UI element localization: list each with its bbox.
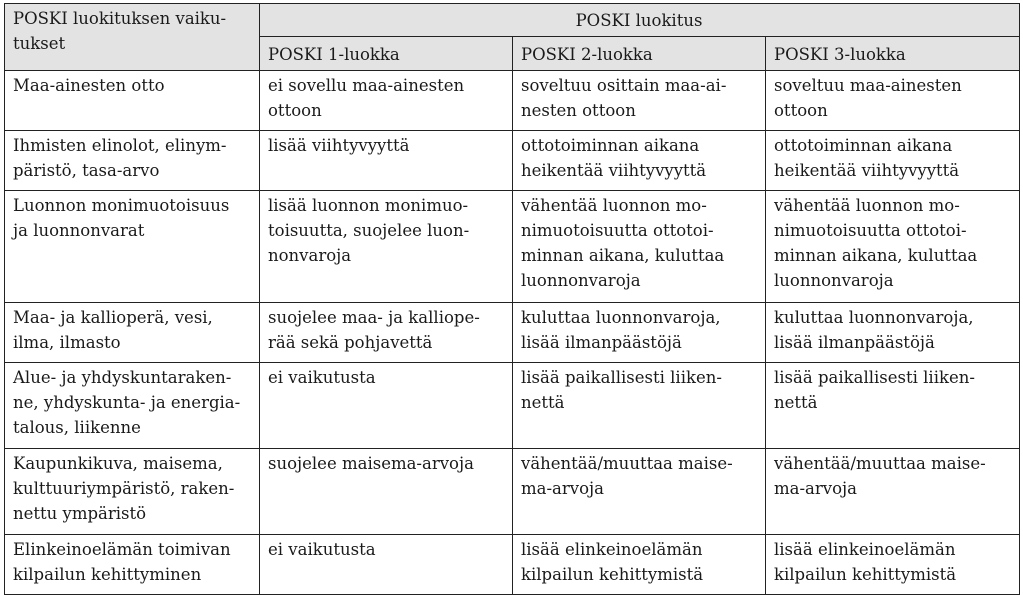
luokka-2-cell bbox=[513, 71, 766, 131]
cell-line: nonvaroja bbox=[268, 246, 352, 265]
cell-line: Alue- ja yhdyskuntaraken- bbox=[13, 368, 232, 387]
cell-line: vähentää/muuttaa maise- bbox=[521, 454, 733, 473]
cell-line: vähentää luonnon mo- bbox=[774, 196, 960, 215]
cell-line: nettä bbox=[521, 393, 565, 412]
cell-line: nettu ympäristö bbox=[13, 504, 147, 523]
luokka-2-cell bbox=[513, 449, 766, 535]
table-row bbox=[5, 71, 1020, 131]
cell-line: kuluttaa luonnonvaroja, bbox=[774, 308, 974, 327]
cell-line: lisää ilmanpäästöjä bbox=[774, 333, 935, 352]
cell-line: Maa- ja kallioperä, vesi, bbox=[13, 308, 213, 327]
table-row bbox=[5, 303, 1020, 363]
poski-impact-table bbox=[4, 3, 1020, 595]
cell-line: lisää luonnon monimuo- bbox=[268, 196, 469, 215]
cell-line: soveltuu maa-ainesten bbox=[774, 76, 962, 95]
cell-line: heikentää viihtyvyyttä bbox=[521, 161, 707, 180]
row-label-cell bbox=[5, 449, 260, 535]
cell-line: nimuotoisuutta ottotoi- bbox=[774, 221, 967, 240]
luokka-1-cell bbox=[260, 71, 513, 131]
cell-line: kilpailun kehittymistä bbox=[521, 565, 704, 584]
luokka-1-cell bbox=[260, 363, 513, 449]
cell-line: ma-arvoja bbox=[774, 479, 857, 498]
cell-line: Kaupunkikuva, maisema, bbox=[13, 454, 223, 473]
cell-line: ilma, ilmasto bbox=[13, 333, 121, 352]
cell-line: ottotoiminnan aikana bbox=[521, 136, 700, 155]
cell-line: Luonnon monimuotoisuus bbox=[13, 196, 230, 215]
cell-line: suojelee maisema-arvoja bbox=[268, 454, 474, 473]
cell-line: vähentää luonnon mo- bbox=[521, 196, 707, 215]
row-label-cell bbox=[5, 71, 260, 131]
cell-line: luonnonvaroja bbox=[774, 271, 894, 290]
cell-line: lisää elinkeinoelämän bbox=[521, 540, 703, 559]
cell-line: lisää paikallisesti liiken- bbox=[774, 368, 975, 387]
cell-line: Maa-ainesten otto bbox=[13, 76, 165, 95]
cell-line: ei vaikutusta bbox=[268, 368, 376, 387]
cell-line: ottoon bbox=[268, 101, 322, 120]
cell-line: minnan aikana, kuluttaa bbox=[774, 246, 978, 265]
cell-line: vähentää/muuttaa maise- bbox=[774, 454, 986, 473]
cell-line: kuluttaa luonnonvaroja, bbox=[521, 308, 721, 327]
cell-line: nettä bbox=[774, 393, 818, 412]
document-page bbox=[4, 3, 1019, 595]
row-label-cell bbox=[5, 131, 260, 191]
luokka-1-cell bbox=[260, 131, 513, 191]
cell-line: ottoon bbox=[774, 101, 828, 120]
luokka-3-cell bbox=[766, 449, 1020, 535]
cell-line: ei vaikutusta bbox=[268, 540, 376, 559]
cell-line: rää sekä pohjavettä bbox=[268, 333, 433, 352]
cell-line: suojelee maa- ja kalliope- bbox=[268, 308, 480, 327]
header-column-1: POSKI 1-luokka bbox=[260, 37, 513, 71]
cell-line: lisää ilmanpäästöjä bbox=[521, 333, 682, 352]
cell-line: ma-arvoja bbox=[521, 479, 604, 498]
cell-line: talous, liikenne bbox=[13, 418, 141, 437]
row-label-cell bbox=[5, 191, 260, 303]
cell-line: ja luonnonvarat bbox=[13, 221, 145, 240]
cell-line: nesten ottoon bbox=[521, 101, 636, 120]
header-row-label bbox=[5, 4, 260, 71]
luokka-1-cell bbox=[260, 449, 513, 535]
luokka-3-cell bbox=[766, 535, 1020, 595]
luokka-1-cell bbox=[260, 535, 513, 595]
header-row-label-line: tukset bbox=[13, 34, 66, 53]
cell-line: nimuotoisuutta ottotoi- bbox=[521, 221, 714, 240]
header-row-top bbox=[5, 4, 1020, 37]
cell-line: heikentää viihtyvyyttä bbox=[774, 161, 960, 180]
luokka-1-cell bbox=[260, 303, 513, 363]
cell-line: soveltuu osittain maa-ai- bbox=[521, 76, 727, 95]
luokka-3-cell bbox=[766, 71, 1020, 131]
header-group-poski-luokitus: POSKI luokitus bbox=[260, 4, 1020, 37]
cell-line: kilpailun kehittyminen bbox=[13, 565, 202, 584]
luokka-3-cell bbox=[766, 303, 1020, 363]
cell-line: ne, yhdyskunta- ja energia- bbox=[13, 393, 241, 412]
luokka-2-cell bbox=[513, 535, 766, 595]
cell-line: toisuutta, suojelee luon- bbox=[268, 221, 470, 240]
cell-line: kulttuuriympäristö, raken- bbox=[13, 479, 235, 498]
table-row bbox=[5, 449, 1020, 535]
luokka-3-cell bbox=[766, 131, 1020, 191]
cell-line: ei sovellu maa-ainesten bbox=[268, 76, 465, 95]
table-row bbox=[5, 131, 1020, 191]
luokka-3-cell bbox=[766, 363, 1020, 449]
cell-line: lisää elinkeinoelämän bbox=[774, 540, 956, 559]
header-row-label-line: POSKI luokituksen vaiku- bbox=[13, 9, 227, 28]
row-label-cell bbox=[5, 535, 260, 595]
cell-line: minnan aikana, kuluttaa bbox=[521, 246, 725, 265]
cell-line: lisää viihtyvyyttä bbox=[268, 136, 410, 155]
luokka-2-cell bbox=[513, 191, 766, 303]
row-label-cell bbox=[5, 303, 260, 363]
cell-line: lisää paikallisesti liiken- bbox=[521, 368, 722, 387]
table-row bbox=[5, 535, 1020, 595]
luokka-2-cell bbox=[513, 363, 766, 449]
cell-line: päristö, tasa-arvo bbox=[13, 161, 160, 180]
row-label-cell bbox=[5, 363, 260, 449]
luokka-3-cell bbox=[766, 191, 1020, 303]
cell-line: kilpailun kehittymistä bbox=[774, 565, 957, 584]
luokka-1-cell bbox=[260, 191, 513, 303]
luokka-2-cell bbox=[513, 131, 766, 191]
table-row bbox=[5, 191, 1020, 303]
table-row bbox=[5, 363, 1020, 449]
luokka-2-cell bbox=[513, 303, 766, 363]
header-column-2: POSKI 2-luokka bbox=[513, 37, 766, 71]
cell-line: Ihmisten elinolot, elinym- bbox=[13, 136, 227, 155]
cell-line: ottotoiminnan aikana bbox=[774, 136, 953, 155]
cell-line: luonnonvaroja bbox=[521, 271, 641, 290]
cell-line: Elinkeinoelämän toimivan bbox=[13, 540, 231, 559]
header-column-3: POSKI 3-luokka bbox=[766, 37, 1020, 71]
